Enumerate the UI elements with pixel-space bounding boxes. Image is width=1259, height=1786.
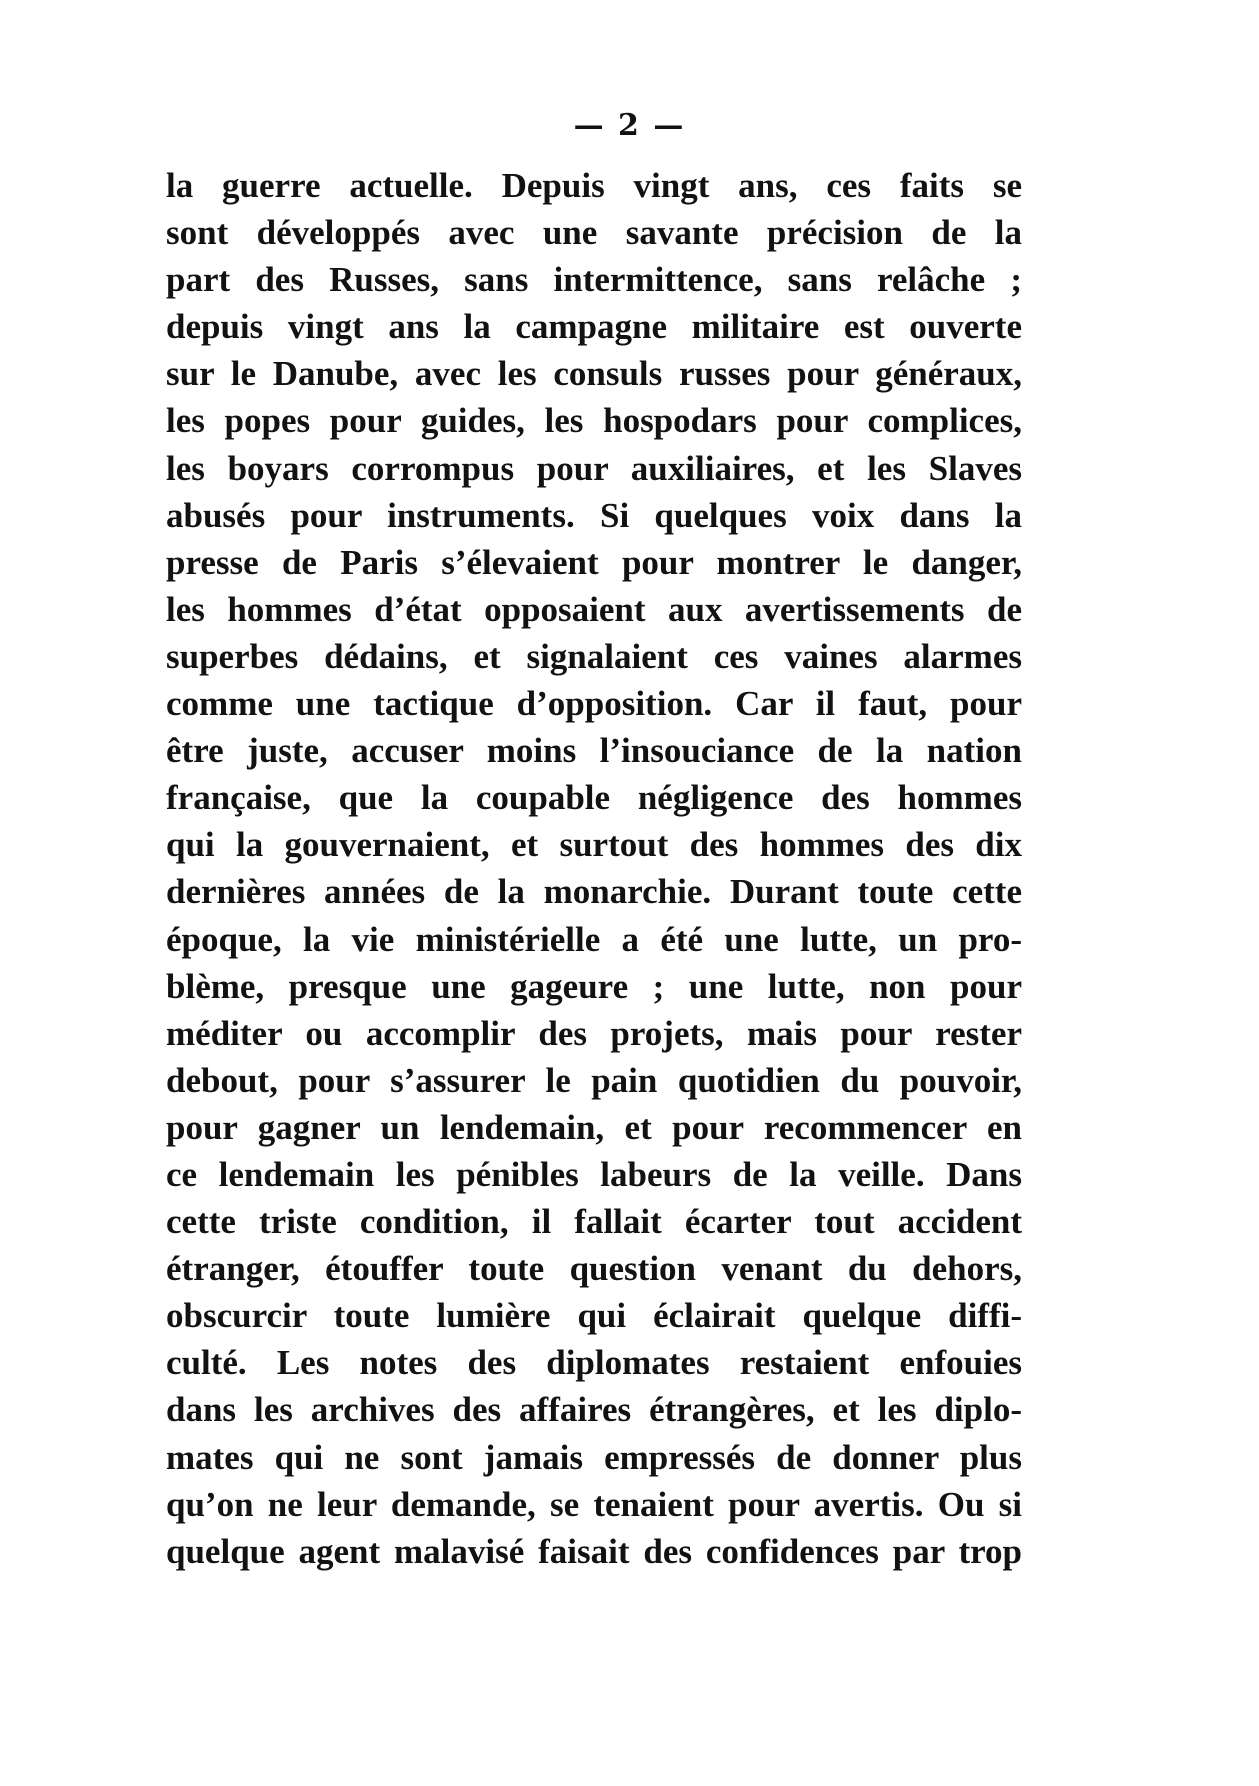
- text-line: sont développés avec une savante précision de la: [166, 213, 1022, 253]
- text-line: dans les archives des affaires étrangères, et les diplo-: [166, 1390, 1022, 1430]
- text-line: cette triste condition, il fallait écarter tout accident: [166, 1202, 1022, 1242]
- text-line: qu’on ne leur demande, se tenaient pour avertis. Ou si: [166, 1484, 1022, 1524]
- text-line: méditer ou accomplir des projets, mais pour rester: [166, 1013, 1022, 1053]
- text-line: sur le Danube, avec les consuls russes pour généraux,: [166, 354, 1022, 394]
- text-line: les popes pour guides, les hospodars pour complices,: [166, 401, 1022, 441]
- text-line: ce lendemain les pénibles labeurs de la veille. Dans: [166, 1154, 1022, 1194]
- text-line: qui la gouvernaient, et surtout des hommes des dix: [166, 825, 1022, 865]
- text-line: culté. Les notes des diplomates restaient enfouies: [166, 1343, 1022, 1383]
- page-number: — 2 —: [573, 108, 686, 143]
- text-line: étranger, étouffer toute question venant du dehors,: [166, 1249, 1022, 1289]
- text-line: française, que la coupable négligence des hommes: [166, 778, 1022, 818]
- text-line: les boyars corrompus pour auxiliaires, et les Slaves: [166, 448, 1022, 488]
- text-line: abusés pour instruments. Si quelques voix dans la: [166, 495, 1022, 535]
- text-line: époque, la vie ministérielle a été une lutte, un pro-: [166, 919, 1022, 959]
- text-line: mates qui ne sont jamais empressés de donner plus: [166, 1437, 1022, 1477]
- text-line: superbes dédains, et signalaient ces vaines alarmes: [166, 636, 1022, 676]
- text-line: presse de Paris s’élevaient pour montrer le danger,: [166, 542, 1022, 582]
- text-line: obscurcir toute lumière qui éclairait quelque diffi-: [166, 1296, 1022, 1336]
- text-line: comme une tactique d’opposition. Car il faut, pour: [166, 684, 1022, 724]
- text-line: dernières années de la monarchie. Durant toute cette: [166, 872, 1022, 912]
- text-line: pour gagner un lendemain, et pour recommencer en: [166, 1107, 1022, 1147]
- body-text: [166, 162, 1022, 1575]
- text-line: depuis vingt ans la campagne militaire est ouverte: [166, 307, 1022, 347]
- text-line: la guerre actuelle. Depuis vingt ans, ces faits se: [166, 166, 1022, 205]
- text-line: les hommes d’état opposaient aux avertissements de: [166, 589, 1022, 629]
- text-line: être juste, accuser moins l’insouciance de la nation: [166, 731, 1022, 771]
- text-line: part des Russes, sans intermittence, sans relâche ;: [166, 260, 1022, 300]
- text-line: debout, pour s’assurer le pain quotidien du pouvoir,: [166, 1060, 1022, 1100]
- text-line: quelque agent malavisé faisait des confidences par trop: [166, 1531, 1022, 1571]
- text-line: blème, presque une gageure ; une lutte, non pour: [166, 966, 1022, 1006]
